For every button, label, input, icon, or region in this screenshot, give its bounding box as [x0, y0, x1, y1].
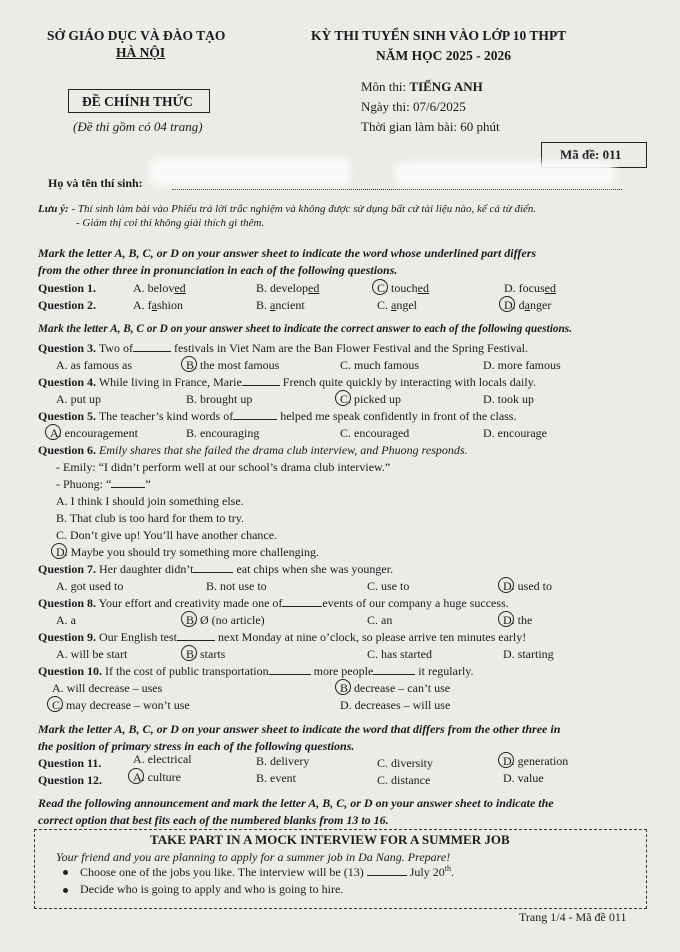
- q2-label: Question 2.: [38, 298, 97, 312]
- q6-emily: - Emily: “I didn’t perform well at our school’s drama club interview.”: [56, 460, 391, 474]
- q10-option-a: A. will decrease – uses: [52, 681, 163, 695]
- q11-option-d: D. generation: [503, 754, 569, 768]
- q2-option-d: D. danger: [504, 298, 552, 312]
- q10-option-d: D. decreases – will use: [340, 698, 451, 712]
- q9-option-a: A. will be start: [56, 647, 128, 661]
- subject-row: [361, 79, 483, 95]
- official-label: ĐỀ CHÍNH THỨC: [82, 94, 194, 109]
- q3-option-c: C. much famous: [340, 358, 419, 372]
- q11-option-c: C. diversity: [377, 756, 433, 770]
- exam-date: Ngày thi: 07/6/2025: [361, 99, 466, 114]
- instruction-reading-2: correct option that best fits each of the numbered blanks from 13 to 16.: [38, 813, 389, 827]
- q12-option-c: C. distance: [377, 773, 431, 787]
- q12-label: Question 12.: [38, 773, 103, 787]
- q6-stem: Question 6. Emily shares that she failed the drama club interview, and Phuong responds.: [38, 443, 468, 457]
- note-line-1: [38, 203, 536, 215]
- q4-option-d: D. took up: [483, 392, 534, 406]
- note-text-1: - Thí sinh làm bài vào Phiếu trả lời trắc nghiệm và không được sử dụng bất cứ tài liệu nào, kể cả từ điển.: [71, 203, 537, 215]
- q9-stem: Question 9. Our English test next Monday at nine o’clock, so please arrive ten minutes early!: [38, 630, 527, 644]
- q5-stem: Question 5. The teacher’s kind words of helped me speak confidently in front of the class.: [38, 409, 517, 423]
- school-year: NĂM HỌC 2025 - 2026: [376, 48, 511, 63]
- q3-stem: Question 3. Two of festivals in Viet Nam are the Ban Flower Festival and the Spring Festival.: [38, 341, 528, 355]
- q7-option-a: A. got used to: [56, 579, 124, 593]
- q8-stem: Question 8. Your effort and creativity made one of events of our company a huge success.: [38, 596, 509, 610]
- candidate-name-label: Họ và tên thí sinh:: [48, 176, 143, 190]
- q3-option-a: A. as famous as: [56, 358, 132, 372]
- answer-mark-circle: [498, 577, 514, 593]
- answer-mark-circle: [335, 679, 351, 695]
- q2-option-c: C. angel: [377, 298, 418, 312]
- q8-option-c: C. an: [367, 613, 393, 627]
- answer-mark-circle: [47, 696, 63, 712]
- q5-option-b: B. encouraging: [186, 426, 260, 440]
- q8-option-b: B. Ø (no article): [186, 613, 265, 627]
- q5-option-a: A. encouragement: [50, 426, 138, 440]
- note-line-2: - Giám thị coi thi không giải thích gì thêm.: [76, 217, 265, 229]
- q8-option-d: D. the: [503, 613, 533, 627]
- instruction-reading-1: Read the following announcement and mark the letter A, B, C, or D on your answer sheet to indicate the: [38, 796, 554, 810]
- q4-option-c: C. picked up: [340, 392, 401, 406]
- instruction-correct-answer: Mark the letter A, B, C or D on your answer sheet to indicate the correct answer to each of the following questions.: [38, 323, 573, 335]
- q12-option-a: A. culture: [133, 770, 181, 784]
- instruction-pronunciation-2: from the other three in pronunciation in each of the following questions.: [38, 263, 398, 277]
- bullet-icon: [63, 888, 68, 893]
- department-name: SỞ GIÁO DỤC VÀ ĐÀO TẠO: [47, 28, 226, 43]
- q7-option-c: C. use to: [367, 579, 410, 593]
- announcement-intro: Your friend and you are planning to apply for a summer job in Da Nang. Prepare!: [56, 850, 451, 864]
- answer-mark-circle: [128, 768, 144, 784]
- q1-option-c: C. touched: [377, 281, 429, 295]
- q6-option-b: B. That club is too hard for them to try.: [56, 511, 244, 525]
- q7-stem: Question 7. Her daughter didn’t eat chips when she was younger.: [38, 562, 394, 576]
- answer-mark-circle: [335, 390, 351, 406]
- q4-stem: Question 4. While living in France, Marie French quite quickly by interacting with locals daily.: [38, 375, 536, 389]
- q11-label: Question 11.: [38, 756, 102, 770]
- announcement-title: TAKE PART IN A MOCK INTERVIEW FOR A SUMMER JOB: [150, 832, 510, 847]
- answer-mark-circle: [498, 611, 514, 627]
- q3-option-b: B. the most famous: [186, 358, 280, 372]
- q4-option-a: A. put up: [56, 392, 101, 406]
- q6-option-c: C. Don’t give up! You’ll have another chance.: [56, 528, 278, 542]
- answer-mark-circle: [45, 424, 61, 440]
- answer-mark-circle: [51, 543, 67, 559]
- department-city: HÀ NỘI: [116, 45, 166, 60]
- exam-title: KỲ THI TUYỂN SINH VÀO LỚP 10 THPT: [311, 28, 567, 43]
- redacted-name: [150, 158, 350, 186]
- q5-option-c: C. encouraged: [340, 426, 410, 440]
- note-label: Lưu ý:: [38, 203, 69, 215]
- q10-option-b: B. decrease – can’t use: [340, 681, 451, 695]
- q10-option-c: C. may decrease – won’t use: [52, 698, 190, 712]
- q2-option-b: B. ancient: [256, 298, 305, 312]
- q6-phuong: - Phuong: “ ”: [56, 477, 151, 491]
- q12-option-d: D. value: [503, 771, 544, 785]
- instruction-pronunciation-1: Mark the letter A, B, C, or D on your answer sheet to indicate the word whose underlined part differs: [38, 246, 537, 260]
- subject-label: Môn thi:: [361, 79, 407, 94]
- redacted-id: [395, 162, 615, 186]
- q6-option-d: D. Maybe you should try something more challenging.: [56, 545, 319, 559]
- q9-option-c: C. has started: [367, 647, 432, 661]
- answer-mark-circle: [181, 356, 197, 372]
- instruction-stress-1: Mark the letter A, B, C, or D on your answer sheet to indicate the word that differs from the other three in: [38, 722, 561, 736]
- answer-mark-circle: [498, 752, 514, 768]
- answer-mark-circle: [499, 296, 515, 312]
- exam-code: Mã đề: 011: [560, 147, 622, 162]
- q12-option-b: B. event: [256, 771, 296, 785]
- exam-duration: Thời gian làm bài: 60 phút: [361, 119, 500, 134]
- q4-option-b: B. brought up: [186, 392, 253, 406]
- q7-option-b: B. not use to: [206, 579, 267, 593]
- instruction-stress-2: the position of primary stress in each of the following questions.: [38, 739, 355, 753]
- announcement-item-2: Decide who is going to apply and who is going to hire.: [80, 882, 344, 896]
- answer-mark-circle: [181, 645, 197, 661]
- q9-option-b: B. starts: [186, 647, 226, 661]
- q5-option-d: D. encourage: [483, 426, 547, 440]
- q8-option-a: A. a: [56, 613, 76, 627]
- answer-mark-circle: [181, 611, 197, 627]
- subject-value: TIẾNG ANH: [409, 79, 483, 94]
- q2-option-a: A. fashion: [133, 298, 184, 312]
- pages-note: (Đề thi gồm có 04 trang): [73, 119, 203, 134]
- q1-option-d: D. focused: [504, 281, 556, 295]
- q6-option-a: A. I think I should join something else.: [56, 494, 244, 508]
- answer-mark-circle: [372, 279, 388, 295]
- announcement-item-1: Choose one of the jobs you like. The interview will be (13) July 20th.: [80, 864, 454, 879]
- page-footer: Trang 1/4 - Mã đề 011: [519, 910, 627, 924]
- q11-option-b: B. delivery: [256, 754, 310, 768]
- q1-label: Question 1.: [38, 281, 97, 295]
- q10-stem: Question 10. If the cost of public transportation more people it regularly.: [38, 664, 474, 678]
- q7-option-d: D. used to: [503, 579, 552, 593]
- q1-option-b: B. developed: [256, 281, 320, 295]
- bullet-icon: [63, 870, 68, 875]
- candidate-name-line: [172, 189, 622, 190]
- q3-option-d: D. more famous: [483, 358, 561, 372]
- q9-option-d: D. starting: [503, 647, 554, 661]
- q11-option-a: A. electrical: [133, 752, 192, 766]
- q1-option-a: A. beloved: [133, 281, 186, 295]
